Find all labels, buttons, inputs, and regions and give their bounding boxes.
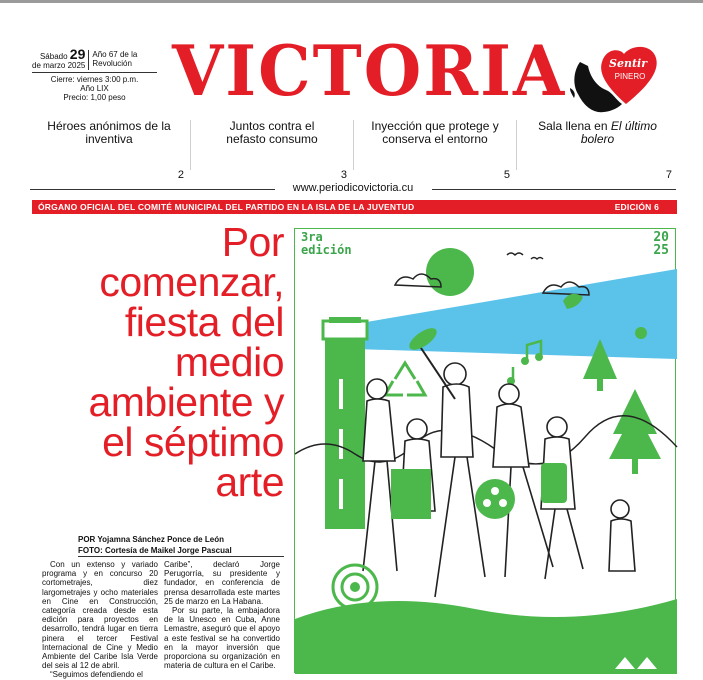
sentir-pinero-badge bbox=[566, 40, 666, 115]
teaser-item[interactable]: Juntos contra el nefasto consumo 3 bbox=[226, 119, 347, 181]
sun-icon bbox=[426, 248, 474, 296]
top-rule bbox=[0, 0, 703, 3]
teaser-item[interactable]: Sala llena en El último bolero 7 bbox=[538, 119, 672, 181]
article-column-2: Caribe”, declaró Jorge Perugorría, su presidente y fundador, en conferencia de prensa desarrollada este martes 25 de marzo en La Habana. Por su parte, la embajadora de la Unesco en Cuba, Anne Lemastre, aseguró que el apoyo a este festival se ha convertido en la mayor inversión que proporciona su organización en materia de cultura en el Caribe. bbox=[164, 560, 280, 671]
revolution-year: Año 67 de la Revolución bbox=[92, 50, 138, 68]
poster-year: 20 25 bbox=[653, 230, 669, 258]
recycle-icon bbox=[385, 363, 425, 395]
bird-icon bbox=[531, 258, 543, 260]
edition-number: EDICIÓN 6 bbox=[614, 202, 659, 212]
teaser-strip bbox=[28, 120, 678, 182]
article-byline: POR Yojamna Sánchez Ponce de León FOTO: Cortesía de Maikel Jorge Pascual bbox=[78, 535, 232, 555]
issue-date-box bbox=[32, 46, 162, 102]
website-url[interactable]: www.periodicovictoria.cu bbox=[292, 182, 414, 194]
newspaper-logo[interactable]: VICTORIA bbox=[172, 30, 567, 112]
svg-text:Sentir: Sentir bbox=[609, 57, 647, 70]
teaser-item[interactable]: Inyección que protege y conserva el entorno 5 bbox=[371, 119, 510, 181]
url-rule-right bbox=[432, 189, 676, 190]
poster-edition-label: 3ra edición bbox=[301, 230, 352, 257]
issue-info: Cierre: viernes 3:00 p.m. Año LIX Precio: 1,00 peso bbox=[50, 75, 139, 102]
date-divider bbox=[32, 72, 157, 73]
lighthouse-tower bbox=[325, 339, 365, 529]
article-column-1: Con un extenso y variado programa y en concurso 20 cortometrajes, diez largometrajes y ocho materiales en Cine en Construcción, categoría creada desde esta edición para proyectos en desarrollo, tendrá lugar en tierra pinera el tercer Festival Internacional de Cine y Medio Ambiente del Caribe Isla Verde del seis al 12 de abril. “Seguimos defendiendo el bbox=[42, 560, 158, 680]
website-row bbox=[30, 183, 676, 195]
bird-icon bbox=[507, 253, 523, 255]
poster-illustration bbox=[295, 229, 677, 674]
festival-poster bbox=[294, 228, 676, 673]
svg-text:PINERO: PINERO bbox=[614, 72, 646, 81]
film-reel-icon bbox=[475, 479, 515, 519]
light-beam bbox=[355, 269, 677, 359]
byline-rule bbox=[78, 556, 284, 557]
teaser-item[interactable]: Héroes anónimos de la inventiva 2 bbox=[47, 119, 184, 181]
official-organ-bar bbox=[32, 200, 677, 214]
article-headline[interactable]: Por comenzar, fiesta del medio ambiente y el séptimo arte bbox=[88, 219, 284, 505]
official-organ-text: ÓRGANO OFICIAL DEL COMITÉ MUNICIPAL DEL PARTIDO EN LA ISLA DE LA JUVENTUD bbox=[38, 202, 415, 212]
issue-date: Sábado 29 de marzo 2025 bbox=[32, 50, 89, 70]
